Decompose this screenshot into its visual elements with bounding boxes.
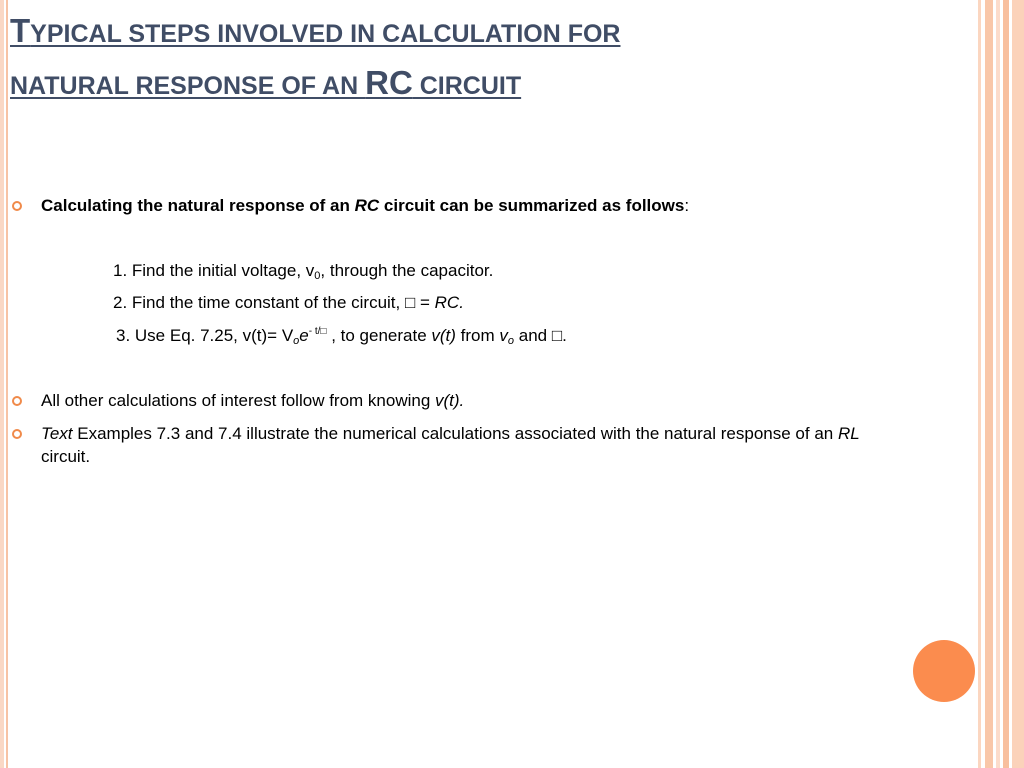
step-1: 1. Find the initial voltage, $v_0$, through the capacitor. xyxy=(113,261,494,282)
bullet-other-calcs: All other calculations of interest follow from knowing v(t). xyxy=(41,391,465,410)
right-stripe-2 xyxy=(985,0,993,768)
step-2: 2. Find the time constant of the circuit, □ = RC. xyxy=(113,293,464,312)
bullet-examples-cont: circuit. xyxy=(41,447,91,466)
bullet-circle-icon xyxy=(12,201,22,211)
bullet-circle-icon xyxy=(12,396,22,406)
title-line-1: TYPICAL STEPS INVOLVED IN CALCULATION FOR xyxy=(10,12,621,49)
right-stripe-4 xyxy=(1003,0,1009,768)
title-line-2: NATURAL RESPONSE OF AN RC CIRCUIT xyxy=(10,64,522,101)
left-stripe-line xyxy=(6,0,8,768)
decorative-circle xyxy=(913,640,975,702)
right-stripe-3 xyxy=(996,0,1000,768)
bullet-circle-icon xyxy=(12,429,22,439)
bullet-summary-text: Calculating the natural response of an RC circuit can be summarized as follows: xyxy=(41,196,690,215)
bullet-examples: Text Examples 7.3 and 7.4 illustrate the numerical calculations associated with the natural response of an RL xyxy=(41,424,860,443)
step-3: 3. Use Eq. 7.25, $v(t)= V_oe^{- t/□}$ , to generate v(t) from $v_o$ and □. xyxy=(116,326,567,347)
left-stripe xyxy=(0,0,4,768)
right-stripe-1 xyxy=(978,0,981,768)
right-stripe-5 xyxy=(1012,0,1024,768)
slide-title xyxy=(10,8,800,112)
